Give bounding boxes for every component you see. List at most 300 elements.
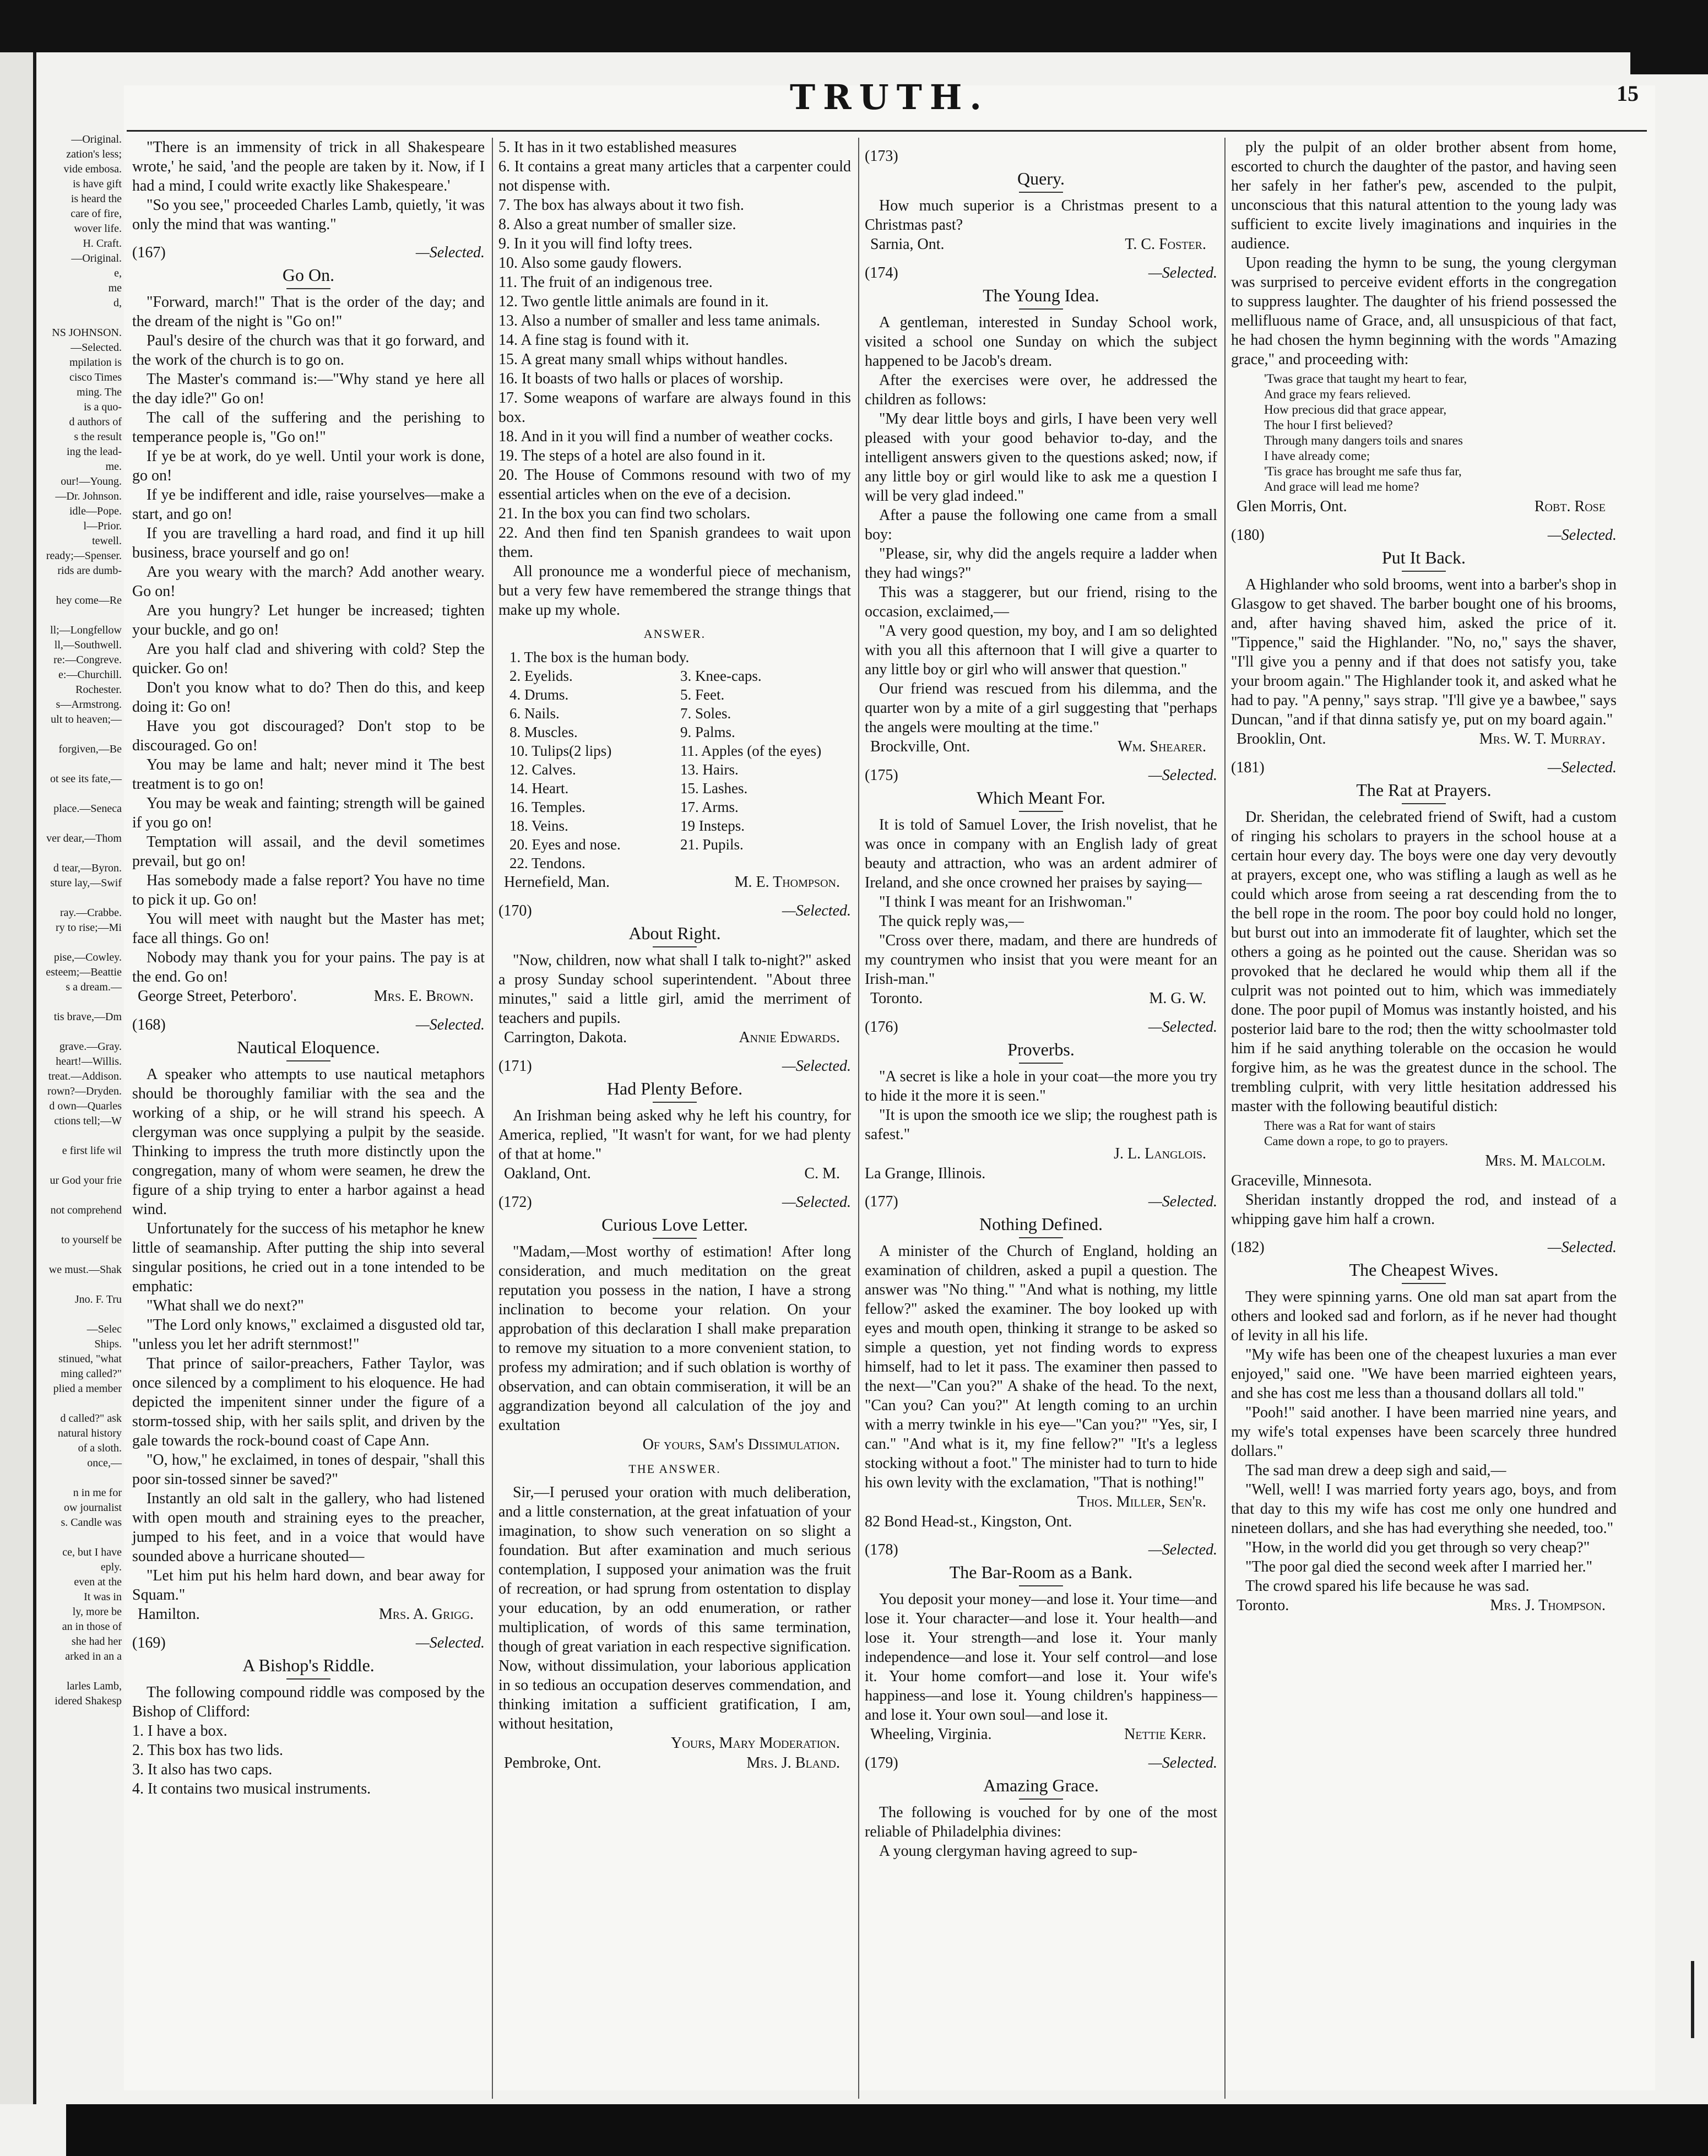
signature-name: Robt. Rose (1534, 498, 1606, 515)
adjacent-text-line: idle—Pope. (69, 505, 122, 517)
paragraph: The following is vouched for by one of the most reliable of Philadelphia divines: (865, 1804, 1217, 1840)
adjacent-text-line (36, 935, 122, 950)
signature-place: Brockville, Ont. (870, 738, 970, 755)
adjacent-text-line (36, 1129, 122, 1144)
signature-address: La Grange, Illinois. (865, 1165, 986, 1182)
adjacent-text-line: larles Lamb, (67, 1680, 122, 1692)
article-header (865, 1540, 1217, 1560)
signature-name: Mrs. E. Brown. (373, 988, 474, 1005)
adjacent-text-line: treat.—Addison. (48, 1070, 122, 1082)
article-title: The Cheapest Wives. (1231, 1259, 1617, 1284)
adjacent-text-line: —Original. (71, 133, 122, 145)
signature-place: Wheeling, Virginia. (870, 1726, 992, 1743)
adjacent-text-line (36, 1471, 122, 1486)
article-number: (181) (1231, 759, 1265, 776)
answer-list (498, 648, 851, 873)
adjacent-text-line: not comprehend (50, 1204, 122, 1216)
signature (498, 1753, 851, 1773)
adjacent-text-line: vide embosa. (63, 163, 122, 175)
answer-item: 14. Heart. (509, 780, 569, 797)
paragraph: "Forward, march!" That is the order of the day; and the dream of the night is "Go on!" (132, 294, 485, 330)
paragraph: You will meet with naught but the Master has met; face all things. Go on! (132, 911, 485, 947)
signature (132, 1605, 485, 1624)
article (132, 1015, 485, 1624)
paragraph: "A secret is like a hole in your coat—the more you try to hide it the more it is seen." (865, 1068, 1217, 1104)
signature-name: Thos. Miller, Sen'r. (1077, 1493, 1206, 1510)
adjacent-text-line: d tear,—Byron. (53, 862, 122, 874)
paragraph: "It is upon the smooth ice we slip; the roughest path is safest." (865, 1107, 1217, 1143)
adjacent-text-line (36, 1025, 122, 1039)
adjacent-text-line: d, (113, 297, 122, 309)
column-divider (492, 138, 493, 2099)
answer-item: 2. Eyelids. (509, 668, 573, 684)
signature (1231, 497, 1617, 517)
paragraph: Instantly an old salt in the gallery, who had listened with open mouth and straining eyes to the preacher, jumped to his feet, and in a voice that would have sounded above a hurricane shouted— (132, 1490, 485, 1565)
column-2 (498, 138, 851, 2099)
adjacent-text-line: d authors of (69, 416, 122, 428)
adjacent-text-line: ing the lead- (67, 446, 122, 458)
verse-line: And grace will lead me home? (1264, 480, 1419, 494)
article-number: (173) (865, 148, 898, 165)
signature (498, 1164, 851, 1184)
column-3 (865, 138, 1217, 2099)
signature-name: Nettie Kerr. (1124, 1726, 1206, 1743)
adjacent-text-line: is heard the (71, 193, 122, 205)
signature-name: Mrs. W. T. Murray. (1479, 730, 1606, 747)
adjacent-text-line: ctions tell;—W (54, 1115, 122, 1127)
article-source: —Selected. (415, 1016, 485, 1033)
paragraph: After a pause the following one came from a small boy: (865, 507, 1217, 543)
adjacent-text-line: tis brave,—Dm (53, 1011, 122, 1023)
signature-address: Graceville, Minnesota. (1231, 1172, 1372, 1189)
article-number: (177) (865, 1193, 898, 1210)
adjacent-text-line: ur God your frie (50, 1174, 122, 1187)
riddle-line: 9. In it you will find lofty trees. (498, 235, 693, 252)
signature-name: M. E. Thompson. (734, 874, 840, 891)
paragraph: That prince of sailor-preachers, Father Taylor, was once silenced by a compliment to his eloquence. He had depicted the impenitent sinner under the figure of a storm-tossed ship, with her sails split, and driven by the gale towards the rock-bound coast of Cape Ann. (132, 1355, 485, 1449)
paragraph: A gentleman, interested in Sunday School work, visited a school one Sunday on which the subject happened to be Jacob's dream. (865, 314, 1217, 370)
article-number: (171) (498, 1058, 532, 1075)
answer-item: 18. Veins. (509, 817, 568, 834)
adjacent-text-line (36, 311, 122, 326)
signature (498, 1028, 851, 1048)
adjacent-text-line: rids are dumb- (57, 565, 122, 577)
signature (132, 987, 485, 1006)
adjacent-text-line (36, 1248, 122, 1263)
paragraph: If ye be indifferent and idle, raise yourselves—make a start, and go on! (132, 486, 485, 523)
adjacent-text-line: ow journalist (64, 1502, 122, 1514)
adjacent-text-line: once,— (87, 1457, 122, 1469)
riddle-line: 20. The House of Commons resound with two of my essential articles when on the eve of a decision. (498, 467, 851, 503)
paragraph: A minister of the Church of England, holding an examination of children, asked a pupil a question. The answer was "No thing." "And what is nothing, my little fellow?" asked the examiner. The boy looked up with eyes and mouth open, thinking it strange to be asked so simple a question, yet not finding words to express himself, had to let it pass. The examiner then passed to the next—"Can you?" A shake of the head. To the next, "Can you? Can you?" At length coming to an urchin with a merry twinkle in his eye—"Can you?" "Yes, sir, I can." "And what is it, my fine fellow?" "It's a legless stocking without a foot." The minister had to turn to hide his own levity with the exclamation, "That is nothing!" (865, 1243, 1217, 1491)
article-title: Nothing Defined. (865, 1213, 1217, 1238)
signature-place: Toronto. (1237, 1597, 1289, 1614)
adjacent-text-line: ll;—Longfellow (50, 624, 122, 636)
adjacent-text-line: place.—Seneca (53, 803, 122, 815)
article-source: —Selected. (1547, 759, 1617, 776)
paragraph: They were spinning yarns. One old man sat apart from the others and looked sad and forlorn, as if he never had thought of levity in all his life. (1231, 1288, 1617, 1344)
adjacent-text-line: ming called?" (61, 1368, 122, 1380)
article-number: (182) (1231, 1239, 1265, 1256)
newspaper-title: TRUTH. (789, 77, 990, 117)
adjacent-text-line: she had her (71, 1635, 122, 1648)
adjacent-text-line (36, 1307, 122, 1322)
signature-place: Hamilton. (138, 1606, 200, 1623)
column-4 (1231, 138, 1617, 2099)
article (865, 1192, 1217, 1531)
adjacent-text-line (36, 995, 122, 1010)
signature-name: Of yours, Sam's Dissimulation. (642, 1436, 840, 1453)
verse-line: The hour I first believed? (1264, 418, 1393, 432)
adjacent-text-line: NS JOHNSON. (52, 327, 122, 339)
signature-name: Annie Edwards. (739, 1029, 840, 1046)
paragraph: "Cross over there, madam, and there are hundreds of my countrymen who insist that you were meant for an Irish-man." (865, 932, 1217, 988)
article-header (132, 1633, 485, 1653)
article-source: —Selected. (415, 244, 485, 261)
paragraph: The quick reply was,— (879, 913, 1024, 930)
adjacent-text-line: hey come—Re (56, 594, 122, 606)
scan-border-left (0, 52, 36, 2104)
paragraph: "There is an immensity of trick in all Shakespeare wrote,' he said, 'and the people are taken by it. Now, if I had a mind, I could write exactly like Shakespeare.' (132, 139, 485, 194)
article (865, 1540, 1217, 1745)
scan-border-bottom (66, 2104, 1708, 2156)
adjacent-text-line: an in those of (62, 1621, 122, 1633)
article-title: The Bar-Room as a Bank. (865, 1561, 1217, 1586)
adjacent-text-line (36, 1664, 122, 1679)
article-number: (174) (865, 264, 898, 281)
adjacent-text-line: our!—Young. (61, 475, 122, 487)
paragraph: Upon reading the hymn to be sung, the young clergyman was surprised to perceive evident efforts in the congregation to suppress laughter. The daughter of his friend possessed the mellifluous name of Grace, and, all unsuspicious of that fact, he had chosen the hymn beginning with the words "Amazing grace," and proceeding with: (1231, 254, 1617, 368)
paragraph: ply the pulpit of an older brother absent from home, escorted to church the daughter of the pastor, and having seen her safely in her father's pew, ascended to the pulpit, unconscious that this natural attention to the young lady was sufficient to excite lively imaginations and inquiries in the audience. (1231, 139, 1617, 252)
answer-item: 9. Palms. (680, 724, 735, 740)
signature-name: Mrs. J. Thompson. (1490, 1597, 1606, 1614)
answer-row (498, 741, 851, 760)
article (1231, 758, 1617, 1229)
paragraph: "My wife has been one of the cheapest luxuries a man ever enjoyed," said one. "We have been married eighteen years, and she has cost me less than a thousand dollars all told." (1231, 1346, 1617, 1402)
signature (1231, 729, 1617, 749)
answer-row (498, 816, 851, 835)
paragraph: Unfortunately for the success of his metaphor he knew little of seamanship. After putting the ship into several singular positions, he cried out in a tone intended to be emphatic: (132, 1220, 485, 1295)
article-title: A Bishop's Riddle. (132, 1654, 485, 1680)
answer-item: 3. Knee-caps. (680, 668, 762, 684)
answer-row (498, 760, 851, 779)
adjacent-text-line (36, 1277, 122, 1292)
riddle-list (132, 1721, 485, 1799)
answer-row (498, 835, 851, 854)
adjacent-text-line: It was in (84, 1591, 122, 1603)
riddle-line: 10. Also some gaudy flowers. (498, 254, 682, 272)
paragraph: "So you see," proceeded Charles Lamb, quietly, 'it was only the mind that was wanting." (132, 197, 485, 233)
adjacent-text-line: e first life wil (62, 1145, 122, 1157)
adjacent-text-line: l—Prior. (83, 520, 122, 532)
adjacent-text-line: plied a member (53, 1383, 122, 1395)
riddle-line: 18. And in it you will find a number of weather cocks. (498, 428, 833, 445)
answer-row (498, 798, 851, 816)
article-source: —Selected. (1148, 1193, 1217, 1210)
article (132, 243, 485, 1006)
article (132, 138, 485, 234)
adjacent-text-line: ce, but I have (62, 1546, 122, 1558)
answer-label: ANSWER. (643, 627, 706, 641)
answer-item: 7. Soles. (680, 705, 731, 722)
paragraph: "How, in the world did you get through so very cheap?" (1245, 1539, 1590, 1556)
adjacent-text-line: wover life. (74, 223, 122, 235)
paragraph: Nobody may thank you for your pains. The pay is at the end. Go on! (132, 949, 485, 985)
paragraph: Are you weary with the march? Add another weary. Go on! (132, 564, 485, 600)
answer-item: 15. Lashes. (680, 780, 748, 797)
article-title: The Rat at Prayers. (1231, 779, 1617, 804)
signature (865, 989, 1217, 1009)
article-number: (170) (498, 902, 532, 919)
article (865, 263, 1217, 757)
paragraph: "The Lord only knows," exclaimed a disgusted old tar, "unless you let her adrift sternmost!" (132, 1317, 485, 1353)
answer-row (498, 723, 851, 741)
article-header (865, 1017, 1217, 1037)
paragraph: "What shall we do next?" (147, 1297, 304, 1314)
adjacent-text-line: we must.—Shak (48, 1264, 122, 1276)
adjacent-text-line: —Selec (86, 1323, 122, 1335)
answer-item: 17. Arms. (680, 799, 739, 815)
adjacent-text-line (36, 757, 122, 772)
answer-item: 5. Feet. (680, 686, 725, 703)
signature (1231, 1151, 1617, 1171)
adjacent-text-line: tewell. (92, 535, 122, 547)
adjacent-text-line: even at the (74, 1576, 122, 1588)
article-header (498, 1193, 851, 1212)
signature-place: George Street, Peterboro'. (138, 988, 297, 1005)
paragraph: "O, how," he exclaimed, in tones of despair, "shall this poor sin-tossed sinner be saved?" (132, 1451, 485, 1488)
paragraph: Sheridan instantly dropped the rod, and instead of a whipping gave him half a crown. (1231, 1191, 1617, 1228)
answer-item: 12. Calves. (509, 761, 576, 778)
article-title: Which Meant For. (865, 787, 1217, 812)
answer-row (498, 854, 851, 873)
adjacent-text-line (36, 1188, 122, 1203)
column-1 (132, 138, 485, 2099)
paragraph: It is told of Samuel Lover, the Irish novelist, that he was once in company with an English lady of great beauty and attraction, who was an ardent admirer of Ireland, and she once crowned her praises by saying— (865, 816, 1217, 891)
verse-block (1264, 371, 1617, 495)
adjacent-text-line: sture lay,—Swif (50, 877, 122, 889)
adjacent-text-line: eply. (100, 1561, 122, 1573)
paragraph: Has somebody made a false report? You have no time to pick it up. Go on! (132, 872, 485, 908)
column-divider (858, 138, 859, 2099)
answer-row (498, 704, 851, 723)
riddle-line: 8. Also a great number of smaller size. (498, 216, 736, 233)
verse-line: Through many dangers toils and snares (1264, 434, 1463, 447)
adjacent-text-line: stinued, "what (58, 1353, 122, 1365)
article-header (865, 147, 1217, 166)
adjacent-text-line: rown?—Dryden. (47, 1085, 122, 1097)
signature-name: J. L. Langlois. (1114, 1145, 1206, 1162)
adjacent-text-line: is have gift (73, 178, 122, 190)
adjacent-text-line: —Original. (71, 252, 122, 264)
riddle-line: 7. The box has always about it two fish. (498, 197, 744, 214)
article-title: Nautical Eloquence. (132, 1036, 485, 1061)
adjacent-text-line: of a sloth. (78, 1442, 122, 1454)
paragraph: "The poor gal died the second week after I married her." (1245, 1558, 1593, 1575)
article-header (1231, 758, 1617, 778)
signature-place: Hernefield, Man. (504, 874, 610, 891)
article-source: —Selected. (1148, 264, 1217, 281)
article (865, 766, 1217, 1009)
adjacent-text-line: s the result (74, 431, 122, 443)
adjacent-text-line: s. Candle was (61, 1516, 122, 1529)
riddle-line: 1. I have a box. (132, 1722, 227, 1740)
adjacent-text-line (36, 727, 122, 742)
verse-line: 'Twas grace that taught my heart to fear, (1264, 372, 1467, 386)
adjacent-text-line: Jno. F. Tru (74, 1293, 122, 1305)
adjacent-text-line: me. (105, 461, 122, 473)
paragraph: "I think I was meant for an Irishwoman." (879, 893, 1132, 911)
adjacent-text-line: ult to heaven;— (51, 713, 122, 725)
article (865, 1753, 1217, 1861)
adjacent-text-line: e, (114, 267, 122, 279)
article (1231, 138, 1617, 517)
adjacent-text-line: ly, more be (72, 1606, 122, 1618)
adjacent-text-line (36, 787, 122, 801)
adjacent-text-line: natural history (57, 1427, 122, 1439)
article-number: (179) (865, 1754, 898, 1772)
article-source: —Selected. (1148, 1754, 1217, 1772)
paragraph: The crowd spared his life because he was sad. (1245, 1578, 1530, 1595)
adjacent-text-line (36, 578, 122, 593)
article-header (498, 901, 851, 921)
adjacent-text-line: —Dr. Johnson. (55, 490, 122, 502)
article-number: (175) (865, 767, 898, 784)
article-number: (167) (132, 244, 166, 261)
signature (498, 873, 851, 892)
paragraph: A young clergyman having agreed to sup- (879, 1843, 1138, 1860)
adjacent-text-line: arked in an a (65, 1650, 122, 1662)
article-header (865, 766, 1217, 786)
article-source: —Selected. (1547, 1239, 1617, 1256)
article-source: —Selected. (782, 1194, 851, 1211)
riddle-line: 12. Two gentle little animals are found in it. (498, 293, 769, 310)
riddle-line: 13. Also a number of smaller and less tame animals. (498, 312, 820, 329)
signature-name: Mrs. A. Grigg. (378, 1606, 474, 1623)
paragraph: The call of the suffering and the perishing to temperance people is, "Go on!" (132, 409, 485, 446)
page-number: 15 (1617, 81, 1639, 106)
article-header (132, 1015, 485, 1035)
adjacent-text-line: zation's less; (66, 148, 122, 160)
signature-place: Toronto. (870, 990, 923, 1007)
adjacent-text-line (36, 608, 122, 623)
article-title: Put It Back. (1231, 546, 1617, 572)
adjacent-text-line: —Selected. (71, 342, 122, 354)
article-source: —Selected. (782, 902, 851, 919)
article-header (498, 1057, 851, 1076)
article-source: —Selected. (1148, 1019, 1217, 1036)
article-title: Go On. (132, 264, 485, 289)
adjacent-text-line: ready;—Spenser. (46, 550, 122, 562)
adjacent-text-line: s a dream.— (66, 981, 122, 993)
riddle-list (498, 138, 851, 562)
article-source: —Selected. (782, 1058, 851, 1075)
adjacent-text-line: ray.—Crabbe. (60, 907, 122, 919)
article-source: —Selected. (1547, 527, 1617, 544)
paragraph: Don't you know what to do? Then do this, and keep doing it: Go on! (132, 679, 485, 716)
paragraph: The Master's command is:—"Why stand ye here all the day idle?" Go on! (132, 371, 485, 407)
signature-name: Yours, Mary Moderation. (671, 1735, 840, 1752)
adjacent-text-line: s—Armstrong. (56, 698, 122, 711)
riddle-line: 16. It boasts of two halls or places of worship. (498, 370, 784, 387)
answer-row (498, 667, 851, 685)
paragraph: You may be weak and fainting; strength will be gained if you go on! (132, 795, 485, 831)
adjacent-text-line: re:—Congreve. (53, 654, 122, 666)
riddle-line: 15. A great many small whips without handles. (498, 351, 788, 368)
paragraph: A speaker who attempts to use nautical metaphors should be thoroughly familiar with the sea and the working of a ship, or he will strand his speech. A clergyman was once supplying a pulpit by the seaside. Thinking to impress the truth more distinctly upon the congregation, many of whom were seamen, he drew the figure of a ship trying to enter a harbor against a head wind. (132, 1066, 485, 1218)
adjacent-text-line (36, 816, 122, 831)
riddle-line: 22. And then find ten Spanish grandees to wait upon them. (498, 524, 851, 561)
adjacent-text-line: cisco Times (69, 371, 122, 383)
adjacent-text-line: pise,—Cowley. (53, 951, 122, 963)
answer-item: 10. Tulips(2 lips) (509, 743, 612, 759)
signature (865, 1144, 1217, 1164)
riddle-line: 17. Some weapons of warfare are always found in this box. (498, 389, 851, 426)
paragraph: If you are travelling a hard road, and find it up hill business, brace yourself and go on! (132, 525, 485, 561)
adjacent-text-line (36, 1530, 122, 1545)
scan-border-notch (1630, 52, 1708, 74)
adjacent-text-line: ll,—Southwell. (54, 639, 122, 651)
signature (865, 1725, 1217, 1745)
adjacent-text-line: ry to rise;—Mi (56, 922, 122, 934)
answer-row (498, 648, 851, 667)
signature-place: Oakland, Ont. (504, 1165, 591, 1182)
article-number: (180) (1231, 527, 1265, 544)
article-title: The Young Idea. (865, 284, 1217, 310)
paragraph: The following compound riddle was composed by the Bishop of Clifford: (132, 1684, 485, 1720)
article-header (132, 243, 485, 263)
paragraph: You may be lame and halt; never mind it The best treatment is to go on! (132, 756, 485, 793)
paragraph: If ye be at work, do ye well. Until your work is done, go on! (132, 448, 485, 484)
riddle-line: 2. This box has two lids. (132, 1742, 284, 1759)
article-number: (169) (132, 1634, 166, 1651)
signature-place: Pembroke, Ont. (504, 1754, 601, 1772)
answer-label: THE ANSWER. (628, 1462, 721, 1476)
signature-name: C. M. (804, 1165, 840, 1182)
adjacent-text-line: esteem;—Beattie (46, 966, 122, 978)
article-number: (172) (498, 1194, 532, 1211)
article (132, 1633, 485, 1799)
adjacent-text-line (36, 891, 122, 906)
paragraph: You deposit your money—and lose it. Your time—and lose it. Your character—and lose it. Your health—and lose it. Your strength—and lose it. Your manly independence—and lose it. Your self control—and lose it. Your home comfort—and lose it. Your wife's happiness—and lose it. Young children's happiness—and lose it. Your own soul—and lose it. (865, 1591, 1217, 1724)
adjacent-text-line: idered Shakesp (55, 1695, 122, 1707)
article-header (865, 263, 1217, 283)
riddle-line: 5. It has in it two established measures (498, 139, 737, 156)
article (498, 1193, 851, 1773)
article (498, 138, 851, 892)
riddle-line: 21. In the box you can find two scholars. (498, 505, 751, 522)
verse-block (1264, 1118, 1617, 1149)
riddle-line: 11. The fruit of an indigenous tree. (498, 274, 713, 291)
article-title: Had Plenty Before. (498, 1077, 851, 1103)
verse-line: 'Tis grace has brought me safe thus far, (1264, 464, 1462, 478)
article-number: (168) (132, 1016, 166, 1033)
paragraph: "Pooh!" said another. I have been married nine years, and my wife's total expenses have been scarcely three hundred dollars." (1231, 1404, 1617, 1460)
adjacent-text-line: to yourself be (61, 1234, 122, 1246)
article-title: About Right. (498, 922, 851, 947)
article-header (865, 1192, 1217, 1212)
riddle-line: 4. It contains two musical instruments. (132, 1780, 371, 1797)
adjacent-text-line: ver dear,—Thom (46, 832, 122, 844)
answer-item: 8. Muscles. (509, 724, 578, 740)
answer-item: 16. Temples. (509, 799, 585, 815)
answer-item: 20. Eyes and nose. (509, 836, 621, 853)
signature-name: Mrs. J. Bland. (746, 1754, 840, 1772)
article-title: Query. (865, 167, 1217, 193)
paragraph: "Now, children, now what shall I talk to-night?" asked a prosy Sunday school superintendent. "About three minutes," said a little girl, amid the merriment of teachers and pupils. (498, 952, 851, 1027)
adjacent-text-line: forgiven,—Be (58, 743, 122, 755)
adjacent-text-line: Rochester. (75, 684, 122, 696)
